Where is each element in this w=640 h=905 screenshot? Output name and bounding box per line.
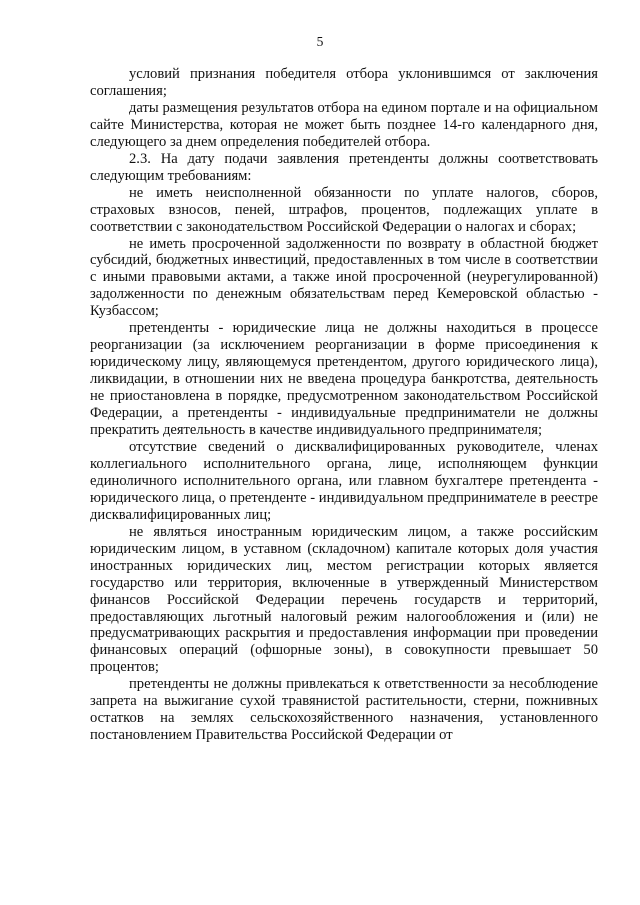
page-number: 5 bbox=[316, 34, 324, 49]
paragraph-results-publication-dates: даты размещения результатов отбора на едином портале и на официальном сайте Министерства, которая не может быть позднее 14-го календарного дня, следующего за днем определения победителей отбора. bbox=[90, 99, 598, 150]
paragraph-no-burning-liability: претенденты не должны привлекаться к ответственности за несоблюдение запрета на выжигание сухой травянистой растительности, стерни, пожнивных остатков на землях сельскохозяйственного назначения, установленного постановлением Правительства Российской Федерации от bbox=[90, 676, 598, 744]
paragraph-no-tax-debt: не иметь неисполненной обязанности по уплате налогов, сборов, страховых взносов, пеней, штрафов, процентов, подлежащих уплате в соответствии с законодательством Российской Федерации о налогах и сборах; bbox=[90, 184, 598, 235]
paragraph-no-overdue-debt: не иметь просроченной задолженности по возврату в областной бюджет субсидий, бюджетных инвестиций, предоставленных в том числе в соответствии с иными правовыми актами, а также иной просроченной (неурегулированной) задолженности по денежным обязательствам перед Кемеровской областью - Кузбассом; bbox=[90, 235, 598, 320]
paragraph-no-disqualified-persons: отсутствие сведений о дисквалифицированных руководителе, членах коллегиального исполнительного органа, лице, исполняющем функции единоличного исполнительного органа, или главном бухгалтере претендента - юридического лица, о претенденте - индивидуальном предпринимателе в реестре дисквалифицированных лиц; bbox=[90, 438, 598, 523]
paragraph-contract-evasion: условий признания победителя отбора уклонившимся от заключения соглашения; bbox=[90, 66, 598, 99]
paragraph-section-2-3-requirements: 2.3. На дату подачи заявления претенденты должны соответствовать следующим требованиям: bbox=[90, 150, 598, 184]
paragraph-no-reorganization: претенденты - юридические лица не должны находиться в процессе реорганизации (за исключением реорганизации в форме присоединения к юридическому лицу, являющемуся претендентом, другого юридического лица), ликвидации, в отношении них не введена процедура банкротства, деятельность не приостановлена в порядке, предусмотренном законодательством Российской Федерации, а претенденты - индивидуальные предприниматели не должны прекратить деятельность в качестве индивидуального предпринимателя; bbox=[90, 320, 598, 439]
document-body bbox=[90, 66, 598, 744]
paragraph-not-foreign-entity: не являться иностранным юридическим лицом, а также российским юридическим лицом, в уставном (складочном) капитале которых доля участия иностранных юридических лиц, местом регистрации которых является государство или территория, включенные в утвержденный Министерством финансов Российской Федерации перечень государств и территорий, предоставляющих льготный налоговый режим налогообложения и (или) не предусматривающих раскрытия и предоставления информации при проведении финансовых операций (офшорные зоны), в совокупности превышает 50 процентов; bbox=[90, 523, 598, 676]
